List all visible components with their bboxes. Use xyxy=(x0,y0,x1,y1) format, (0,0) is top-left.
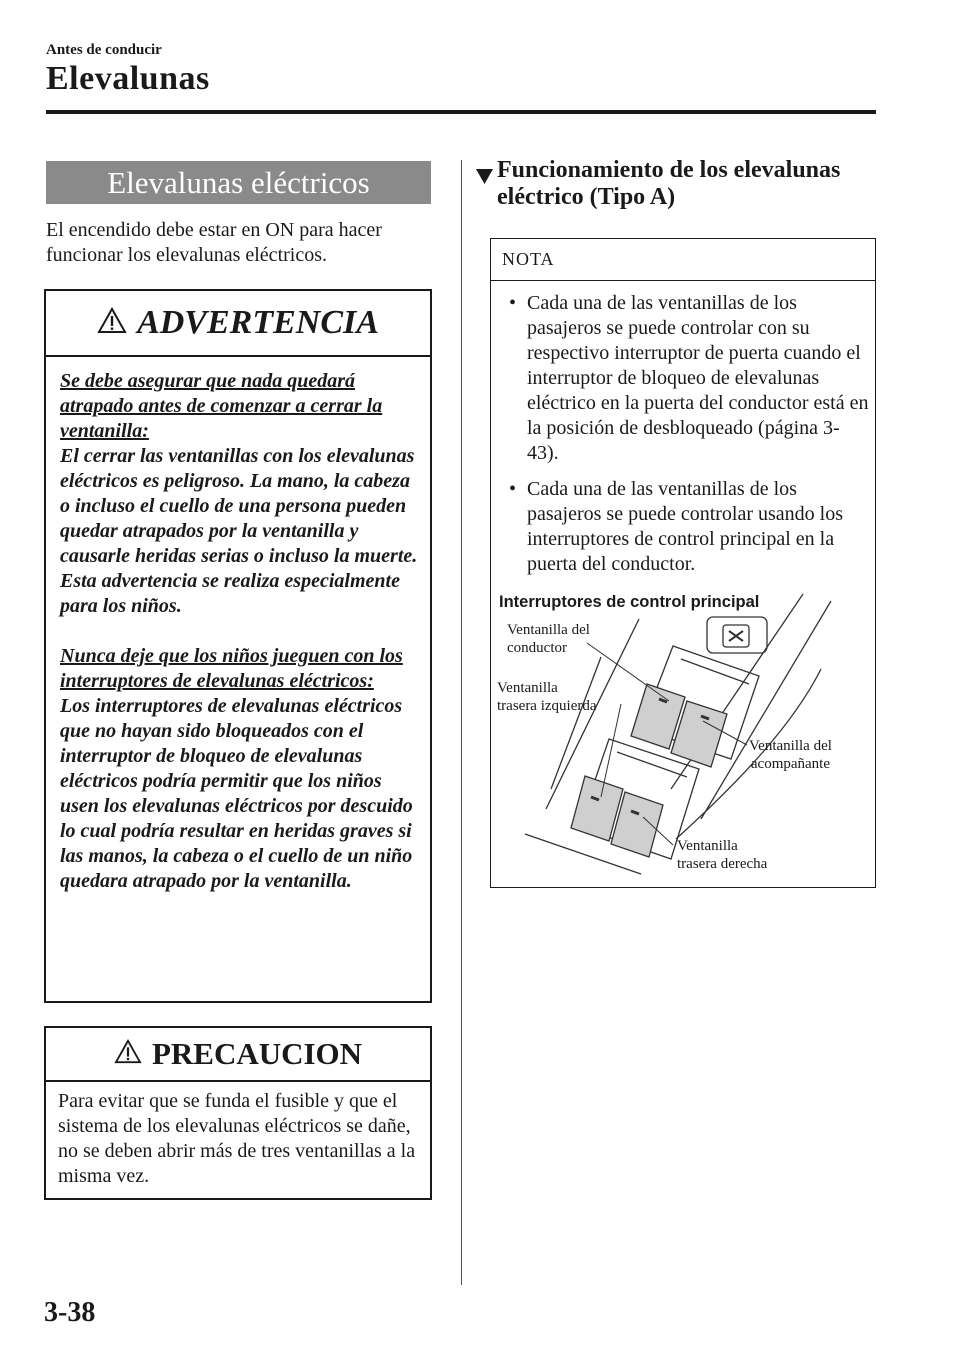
label-passenger-window: Ventanilla del acompañante xyxy=(749,738,832,772)
caution-text: Para evitar que se funda el fusible y que el sistema de los elevalunas eléctricos se dañe, no se deben abrir más de tres ventanillas a la misma vez. xyxy=(58,1090,416,1187)
note-item xyxy=(503,291,869,466)
note-box xyxy=(490,238,876,888)
caution-triangle-icon xyxy=(114,1039,142,1069)
figure-title: Interruptores de control principal xyxy=(499,593,760,611)
caution-box xyxy=(44,1026,432,1200)
chapter-title: Elevalunas xyxy=(46,60,210,97)
triangle-marker-icon xyxy=(476,164,493,191)
warning-body xyxy=(60,369,422,894)
warning-box xyxy=(44,289,432,1003)
note-list xyxy=(503,291,869,588)
header-rule xyxy=(46,110,876,114)
caution-title: PRECAUCION xyxy=(151,1036,363,1071)
warning-header xyxy=(46,291,430,357)
note-item-text: Cada una de las ventanillas de los pasajeros se puede controlar usando los interruptores de control principal en la puerta del conductor. xyxy=(527,478,844,575)
column-divider xyxy=(461,160,462,1285)
subsection-heading xyxy=(497,157,877,211)
subsection-title: Funcionamiento de los elevalunas eléctrico (Tipo A) xyxy=(497,157,841,210)
page-number: 3-38 xyxy=(44,1297,96,1328)
warning-heading-2: Nunca deje que los niños jueguen con los interruptores de elevalunas eléctricos: xyxy=(60,645,403,692)
bullet-icon: • xyxy=(509,292,517,314)
label-rear-left-window: Ventanilla trasera izquierda xyxy=(497,680,597,714)
caution-header xyxy=(46,1028,430,1082)
note-item-text: Cada una de las ventanillas de los pasajeros se puede controlar con su respectivo interruptor de puerta cuando el interruptor de bloqueo de elevalunas eléctrico en la puerta del conductor está en la posición de desbloqueado (página 3-43). xyxy=(527,292,869,464)
warning-heading-1: Se debe asegurar que nada quedará atrapado antes de comenzar a cerrar la ventanilla: xyxy=(60,370,383,442)
warning-text-1: El cerrar las ventanillas con los elevalunas eléctricos es peligroso. La mano, la cabeza o incluso el cuello de una persona pueden quedar atrapados por la ventanilla y causarle heridas serias o incluso la muerte. Esta advertencia se realiza especialmente para los niños. xyxy=(60,445,418,617)
note-item xyxy=(503,477,869,577)
section-intro: El encendido debe estar en ON para hacer funcionar los elevalunas eléctricos. xyxy=(46,219,382,266)
label-rear-right-window: Ventanilla trasera derecha xyxy=(677,838,768,872)
warning-triangle-icon xyxy=(97,307,127,339)
bullet-icon: • xyxy=(509,478,517,500)
warning-title: ADVERTENCIA xyxy=(137,304,379,341)
section-title: Elevalunas eléctricos xyxy=(46,161,431,204)
breadcrumb: Antes de conducir xyxy=(46,42,162,58)
warning-text-2: Los interruptores de elevalunas eléctricos que no hayan sido bloqueados con el interruptor de bloqueo de elevalunas eléctricos podría permitir que los niños usen los elevalunas eléctricos por descuido lo cual podría resultar en heridas graves si las manos, la cabeza o el cuello de un niño quedara atrapado por la ventanilla. xyxy=(60,695,413,892)
note-title: NOTA xyxy=(491,239,875,281)
label-driver-window: Ventanilla del conductor xyxy=(507,622,590,656)
